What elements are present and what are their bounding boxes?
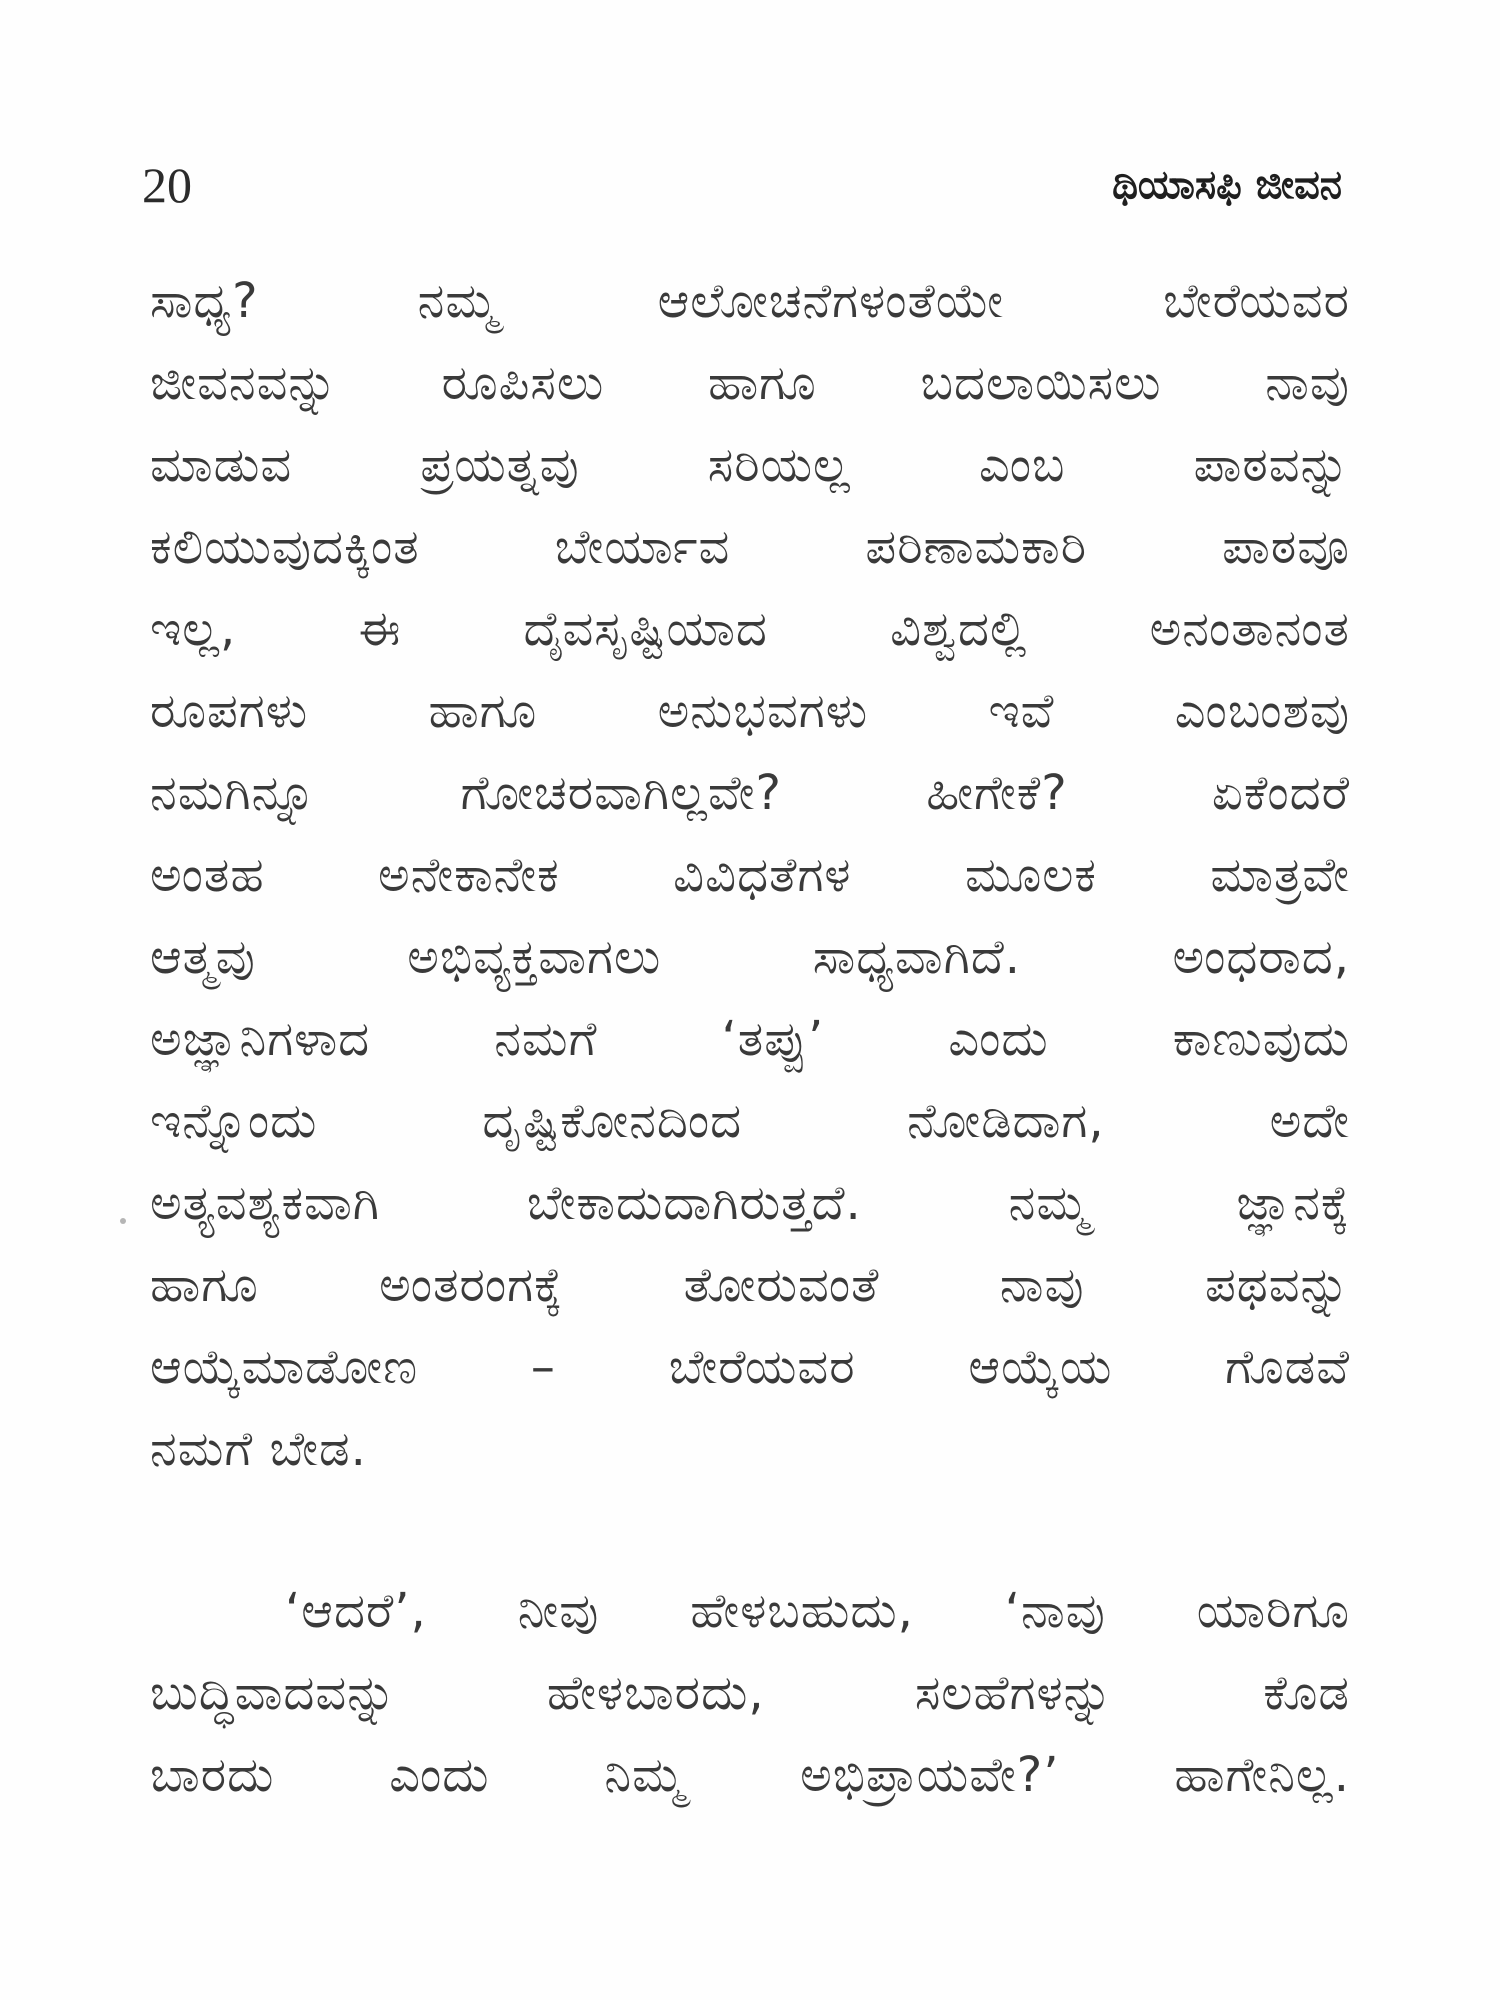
text-line: ಬಾರದು ಎಂದು ನಿಮ್ಮ ಅಭಿಪ್ರಾಯವೇ?’ ಹಾಗೇನಿಲ್ಲ. xyxy=(150,1747,1350,1803)
text-line: ರೂಪಗಳು ಹಾಗೂ ಅನುಭವಗಳು ಇವೆ ಎಂಬಂಶವು xyxy=(150,683,1350,739)
text-line: ಮಾಡುವ ಪ್ರಯತ್ನವು ಸರಿಯಲ್ಲ ಎಂಬ ಪಾಠವನ್ನು xyxy=(150,437,1350,493)
paragraph-2 xyxy=(150,1570,1350,1816)
paragraph-spacer xyxy=(150,1490,1350,1570)
text-line: ಇಲ್ಲ, ಈ ದೈವಸೃಷ್ಟಿಯಾದ ವಿಶ್ವದಲ್ಲಿ ಅನಂತಾನಂತ xyxy=(150,601,1350,657)
paragraph-1 xyxy=(150,260,1350,1490)
text-line: ‘ಆದರೆ’, ನೀವು ಹೇಳಬಹುದು, ‘ನಾವು ಯಾರಿಗೂ xyxy=(285,1583,1350,1639)
text-line: ಅಜ್ಞಾನಿಗಳಾದ ನಮಗೆ ‘ತಪ್ಪು’ ಎಂದು ಕಾಣುವುದು xyxy=(150,1011,1350,1067)
print-speck xyxy=(120,1218,126,1224)
text-line: ಜೀವನವನ್ನು ರೂಪಿಸಲು ಹಾಗೂ ಬದಲಾಯಿಸಲು ನಾವು xyxy=(150,355,1350,411)
running-header xyxy=(142,150,1342,220)
text-line: ಆತ್ಮವು ಅಭಿವ್ಯಕ್ತವಾಗಲು ಸಾಧ್ಯವಾಗಿದೆ. ಅಂಧರಾದ, xyxy=(150,929,1350,985)
text-line: ನಮಗಿನ್ನೂ ಗೋಚರವಾಗಿಲ್ಲವೇ? ಹೀಗೇಕೆ? ಏಕೆಂದರೆ xyxy=(150,765,1350,821)
text-line: ಇನ್ನೊಂದು ದೃಷ್ಟಿಕೋನದಿಂದ ನೋಡಿದಾಗ, ಅದೇ xyxy=(150,1093,1350,1149)
text-line: ಹಾಗೂ ಅಂತರಂಗಕ್ಕೆ ತೋರುವಂತೆ ನಾವು ಪಥವನ್ನು xyxy=(150,1257,1350,1313)
text-line: ಬುದ್ಧಿವಾದವನ್ನು ಹೇಳಬಾರದು, ಸಲಹೆಗಳನ್ನು ಕೊಡ xyxy=(150,1665,1350,1721)
text-line: ಆಯ್ಕೆಮಾಡೋಣ – ಬೇರೆಯವರ ಆಯ್ಕೆಯ ಗೊಡವೆ xyxy=(150,1339,1350,1395)
book-title: ಥಿಯಾಸಫಿ ಜೀವನ xyxy=(1112,162,1342,208)
text-line: ಕಲಿಯುವುದಕ್ಕಿಂತ ಬೇರ್ಯಾವ ಪರಿಣಾಮಕಾರಿ ಪಾಠವೂ xyxy=(150,519,1350,575)
text-line: ನಮಗೆ ಬೇಡ. xyxy=(150,1421,367,1477)
text-line: ಸಾಧ್ಯ? ನಮ್ಮ ಆಲೋಚನೆಗಳಂತೆಯೇ ಬೇರೆಯವರ xyxy=(150,273,1350,329)
body-text xyxy=(150,260,1350,1816)
text-line: ಅತ್ಯವಶ್ಯಕವಾಗಿ ಬೇಕಾದುದಾಗಿರುತ್ತದೆ. ನಮ್ಮ ಜ್ಞಾನಕ್ಕೆ xyxy=(150,1175,1350,1231)
page-number: 20 xyxy=(142,157,192,213)
text-line: ಅಂತಹ ಅನೇಕಾನೇಕ ವಿವಿಧತೆಗಳ ಮೂಲಕ ಮಾತ್ರವೇ xyxy=(150,847,1350,903)
